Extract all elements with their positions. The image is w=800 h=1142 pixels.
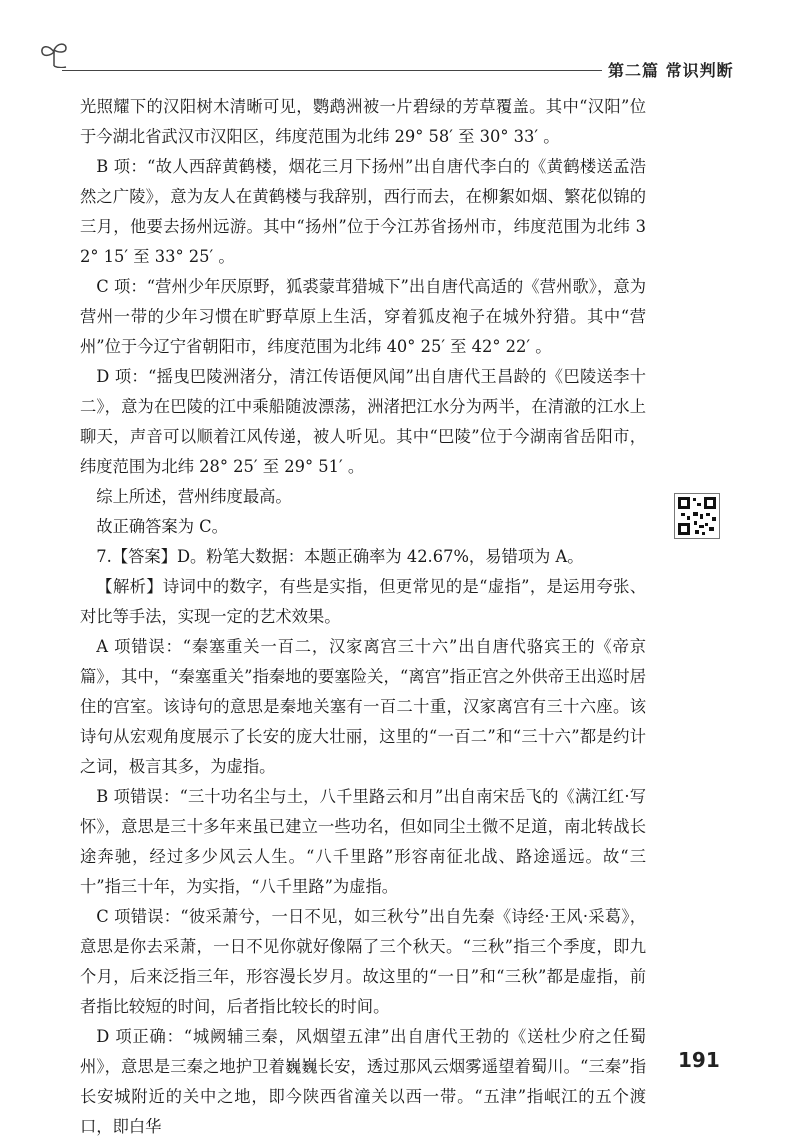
qr-code-icon[interactable] <box>674 493 720 539</box>
paragraph: B 项：“故人西辞黄鹤楼，烟花三月下扬州”出自唐代李白的《黄鹤楼送孟浩然之广陵》，意为友人在黄鹤楼与我辞别，西行而去，在柳絮如烟、繁花似锦的三月，他要去扬州远游。其中“扬州”位于今江苏省扬州市，纬度范围为北纬 32° 15′ 至 33° 25′ 。 <box>80 157 646 266</box>
sprout-icon <box>38 38 70 68</box>
page-body <box>80 92 646 1142</box>
paragraph: 光照耀下的汉阳树木清晰可见，鹦鹉洲被一片碧绿的芳草覆盖。其中“汉阳”位于今湖北省武汉市汉阳区，纬度范围为北纬 29° 58′ 至 30° 33′ 。 <box>80 97 646 146</box>
section-title: 第二篇 常识判断 <box>608 61 734 80</box>
paragraph: C 项错误：“彼采萧兮，一日不见，如三秋兮”出自先秦《诗经·王风·采葛》，意思是你去采萧，一日不见你就好像隔了三个秋天。“三秋”指三个季度，即九个月，后来泛指三年，形容漫长岁月。故这里的“一日”和“三秋”都是虚指，前者指比较短的时间，后者指比较长的时间。 <box>80 907 646 1016</box>
paragraph: D 项：“摇曳巴陵洲渚分，清江传语便风闻”出自唐代王昌龄的《巴陵送李十二》，意为在巴陵的江中乘船随波漂荡，洲渚把江水分为两半，在清澈的江水上聊天，声音可以顺着江风传递，被人听见。其中“巴陵”位于今湖南省岳阳市，纬度范围为北纬 28° 25′ 至 29° 51′ 。 <box>80 367 646 476</box>
paragraph: B 项错误：“三十功名尘与土，八千里路云和月”出自南宋岳飞的《满江红·写怀》，意思是三十多年来虽已建立一些功名，但如同尘土微不足道，南北转战长途奔驰，经过多少风云人生。“八千里路”形容南征北战、路途遥远。故“三十”指三十年，为实指，“八千里路”为虚指。 <box>80 787 646 896</box>
paragraph: 故正确答案为 C。 <box>96 517 228 536</box>
paragraph: C 项：“营州少年厌原野，狐裘蒙茸猎城下”出自唐代高适的《营州歌》，意为营州一带的少年习惯在旷野草原上生活，穿着狐皮袍子在城外狩猎。其中“营州”位于今辽宁省朝阳市，纬度范围为北纬 40° 25′ 至 42° 22′ 。 <box>80 277 646 356</box>
paragraph: 综上所述，营州纬度最高。 <box>96 487 292 506</box>
paragraph: D 项正确：“城阙辅三秦，风烟望五津”出自唐代王勃的《送杜少府之任蜀州》，意思是三秦之地护卫着巍巍长安，透过那风云烟雾遥望着蜀川。“三秦”指长安城附近的关中之地，即今陕西省潼关以西一带。“五津”指岷江的五个渡口，即白华 <box>80 1027 646 1136</box>
header-rule <box>62 70 602 71</box>
answer-line: 7.【答案】D。粉笔大数据：本题正确率为 42.67%，易错项为 A。 <box>96 547 584 566</box>
page-header <box>0 0 800 100</box>
analysis-paragraph: 【解析】诗词中的数字，有些是实指，但更常见的是“虚指”，是运用夸张、对比等手法，实现一定的艺术效果。 <box>80 577 646 626</box>
paragraph: A 项错误：“秦塞重关一百二，汉家离宫三十六”出自唐代骆宾王的《帝京篇》，其中，“秦塞重关”指秦地的要塞险关，“离宫”指正宫之外供帝王出巡时居住的宫室。该诗句的意思是秦地关塞有一百二十重，汉家离宫有三十六座。该诗句从宏观角度展示了长安的庞大壮丽，这里的“一百二”和“三十六”都是约计之词，极言其多，为虚指。 <box>80 637 646 776</box>
page-number: 191 <box>678 1048 720 1072</box>
